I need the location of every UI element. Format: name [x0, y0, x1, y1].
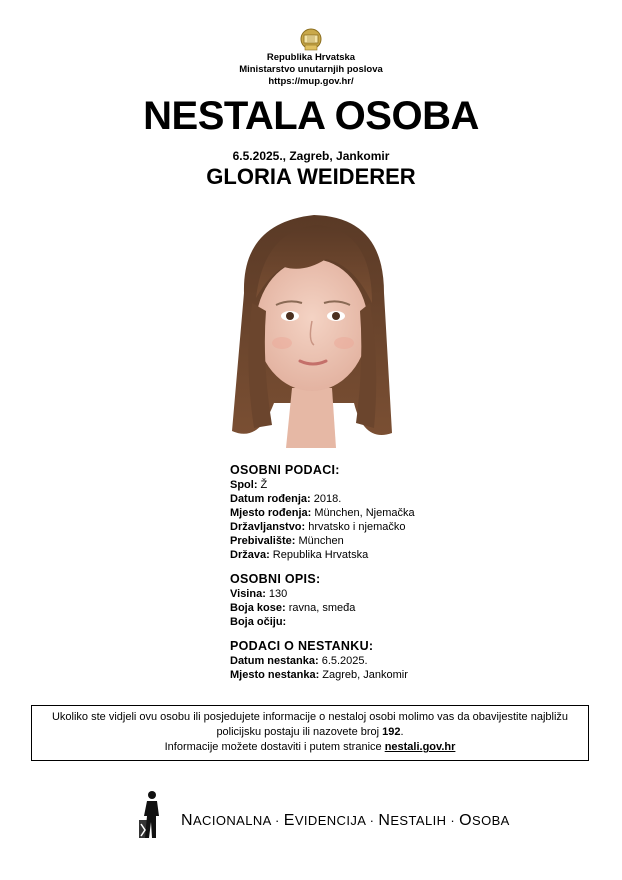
label: Mjesto rođenja:	[230, 507, 312, 519]
footer-word: SOBA	[472, 813, 510, 828]
section-title-personal: OSOBNI PODACI:	[230, 463, 340, 477]
label: Mjesto nestanka:	[230, 669, 320, 681]
label: Državljanstvo:	[230, 521, 306, 533]
label: Prebivalište:	[230, 535, 296, 547]
notice-text: .	[400, 726, 404, 738]
footer-word: ACIONALNA	[192, 813, 271, 828]
label: Boja kose:	[230, 602, 286, 614]
nestali-link[interactable]: nestali.gov.hr	[384, 741, 456, 753]
value: Ž	[257, 479, 268, 491]
section-title-missing: PODACI O NESTANKU:	[230, 639, 374, 653]
notice-line-1: Ukoliko ste vidjeli ovu osobu ili posjedujete informacije o nestaloj osobi molimo vas da obavijestite najbližu	[51, 711, 569, 723]
section-title-description: OSOBNI OPIS:	[230, 572, 321, 586]
dateline: 6.5.2025., Zagreb, Jankomir	[232, 149, 390, 163]
info-row-birthdate	[230, 492, 570, 506]
label: Država:	[230, 549, 270, 561]
value: Zagreb, Jankomir	[319, 669, 408, 681]
value: 130	[265, 588, 288, 600]
notice-text: Informacije možete dostaviti i putem stranice	[164, 741, 385, 753]
footer-title	[181, 812, 510, 830]
info-row-missing-date	[230, 654, 570, 668]
value: 6.5.2025.	[318, 655, 368, 667]
value: hrvatsko i njemačko	[305, 521, 406, 533]
walking-figure-icon	[137, 790, 167, 840]
info-row-country	[230, 548, 570, 562]
org-url[interactable]: https://mup.gov.hr/	[268, 76, 354, 87]
value: 2018.	[310, 493, 342, 505]
organization-block	[0, 52, 622, 88]
footer-separator: ·	[450, 813, 456, 828]
org-ministry: Ministarstvo unutarnjih poslova	[239, 64, 383, 75]
info-row-residence	[230, 534, 570, 548]
footer-word: VIDENCIJA	[294, 813, 366, 828]
notice-text: policijsku postaju ili nazovete broj	[216, 726, 383, 738]
notice-line-3	[32, 740, 588, 755]
label: Datum nestanka:	[230, 655, 319, 667]
footer-separator: ·	[275, 813, 280, 828]
police-badge-icon	[298, 28, 324, 52]
footer-separator: ·	[369, 813, 375, 828]
footer-branding	[137, 790, 510, 840]
info-row-missing-place	[230, 668, 570, 682]
value: ravna, smeđa	[285, 602, 356, 614]
footer-cap: O	[459, 812, 473, 829]
value: München, Njemačka	[311, 507, 415, 519]
value: Republika Hrvatska	[269, 549, 369, 561]
info-row-hair	[230, 601, 570, 615]
info-row-eyes	[230, 615, 570, 629]
footer-cap: N	[181, 812, 193, 829]
label: Datum rođenja:	[230, 493, 311, 505]
info-row-height	[230, 587, 570, 601]
emergency-number: 192	[382, 726, 401, 738]
info-panel	[230, 463, 570, 682]
footer-word: ESTALIH	[390, 813, 447, 828]
org-country: Republika Hrvatska	[266, 52, 356, 63]
person-name: GLORIA WEIDERER	[206, 164, 416, 189]
footer-cap: E	[283, 812, 295, 829]
notice-line-2	[32, 725, 588, 740]
page-title: NESTALA OSOBA	[143, 94, 479, 138]
label: Spol:	[230, 479, 258, 491]
label: Boja očiju:	[230, 616, 287, 628]
person-photo	[214, 203, 408, 448]
label: Visina:	[230, 588, 266, 600]
contact-notice	[31, 705, 589, 761]
footer-cap: N	[378, 812, 391, 829]
info-row-birthplace	[230, 506, 570, 520]
info-row-citizenship	[230, 520, 570, 534]
info-row-sex	[230, 478, 570, 492]
value: München	[295, 535, 344, 547]
